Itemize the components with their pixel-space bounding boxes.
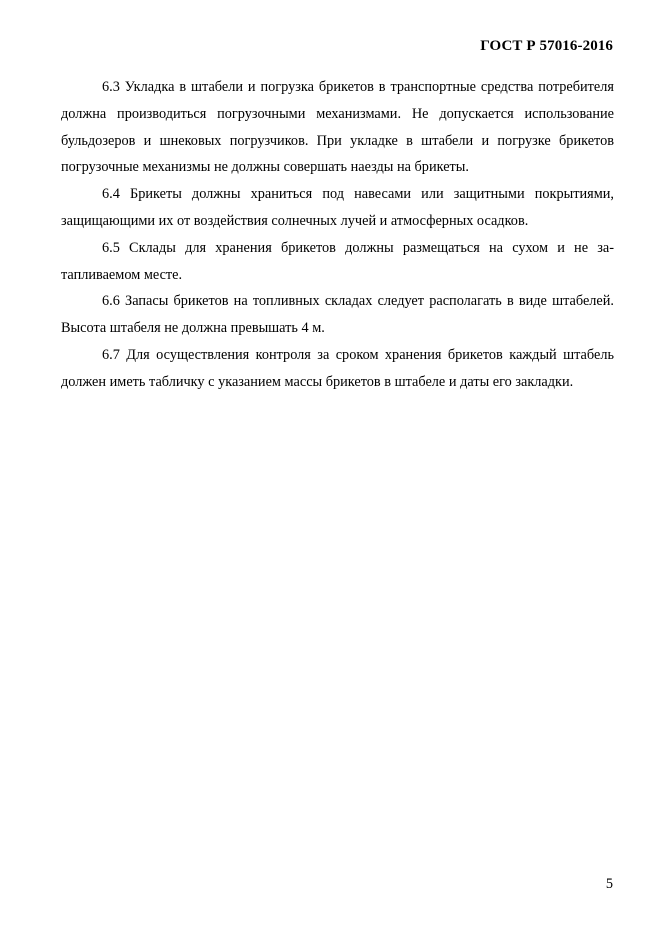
document-body — [61, 74, 614, 396]
paragraph-6-6: 6.6 Запасы брикетов на топливных складах следует располагать в виде штабелей. Высота штабеля не должна превышать 4 м. — [61, 293, 614, 337]
paragraph-6-4: 6.4 Брикеты должны храниться под навесами или защитными покрытиями, защищающими их от воздействия солнечных лучей и атмосферных осадков. — [61, 186, 614, 229]
paragraph-6-3: 6.3 Укладка в штабели и погрузка брикетов в транспортные средства потребителя должна производиться погрузочными механизмами. Не допускается использование бульдозеров и шнековых погрузчиков. При укладке в штабели и погрузке брикетов погрузочные механизмы не должны совершать наезды на брикеты. — [61, 79, 614, 176]
paragraph-6-5: 6.5 Склады для хранения брикетов должны размещаться на сухом и не затапливаемом месте. — [61, 239, 614, 283]
page-number: 5 — [605, 876, 613, 892]
document-code-header: ГОСТ Р 57016-2016 — [480, 38, 613, 54]
paragraph-6-7: 6.7 Для осуществления контроля за сроком хранения брикетов каждый штабель должен иметь табличку с указанием массы брикетов в штабеле и даты его закладки. — [61, 346, 614, 390]
